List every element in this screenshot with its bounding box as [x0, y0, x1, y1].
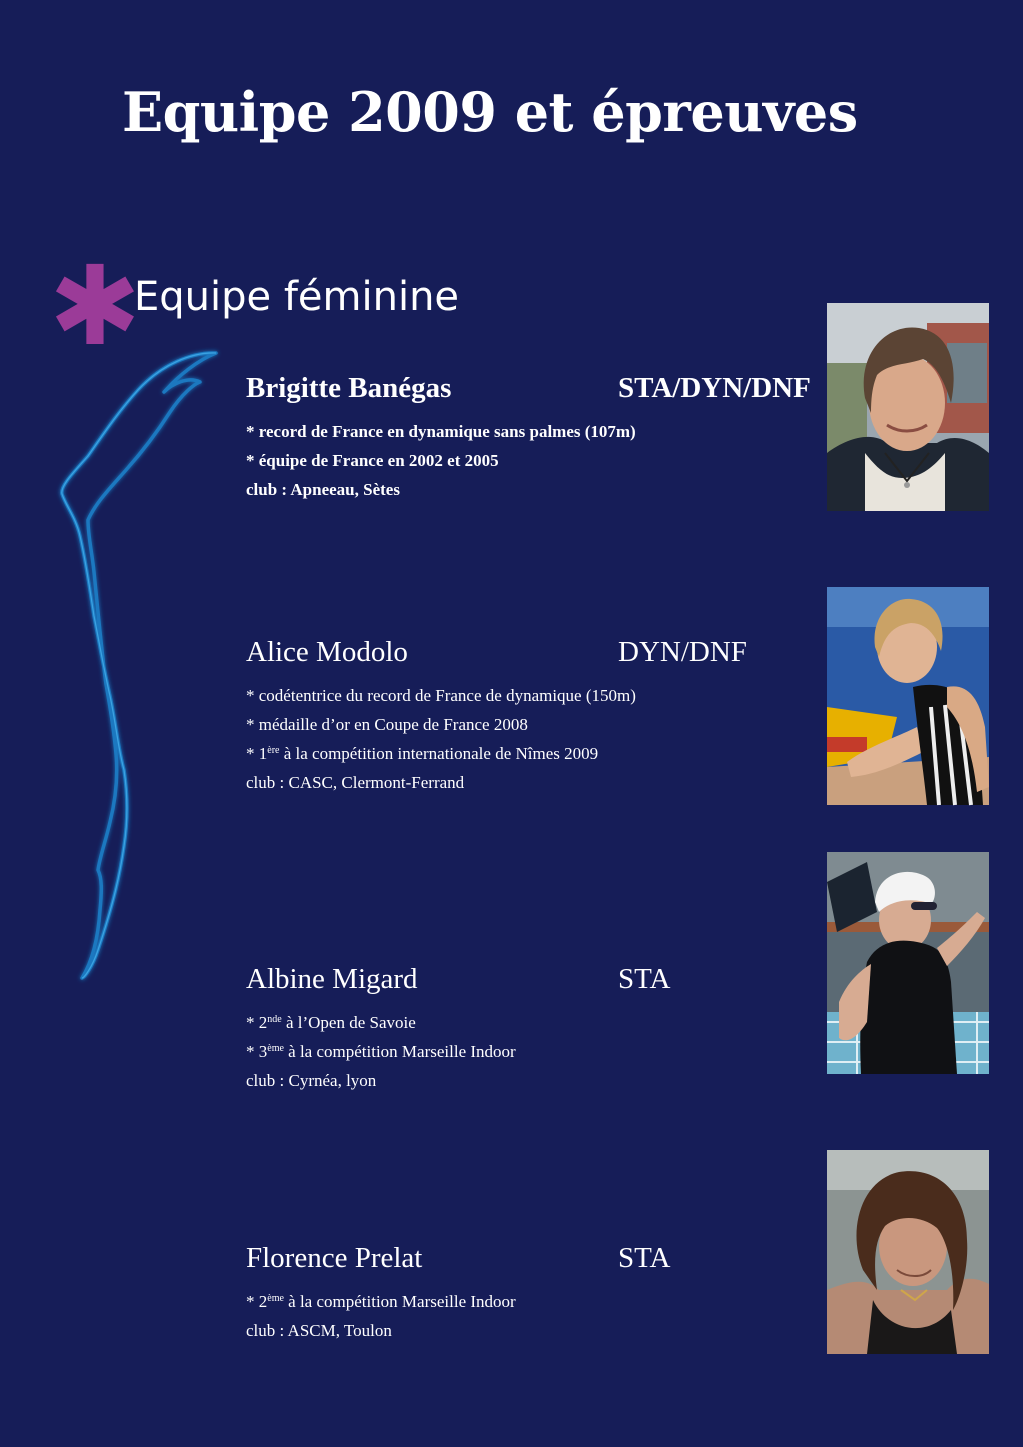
achievement-line: * médaille d’or en Coupe de France 2008: [246, 715, 528, 734]
section-title: Equipe féminine: [134, 274, 460, 320]
athlete-entry-banegas: [246, 372, 826, 504]
club-line: club : ASCM, Toulon: [246, 1321, 392, 1340]
athlete-name: Albine Migard: [246, 963, 418, 995]
club-line: club : Cyrnéa, lyon: [246, 1071, 377, 1090]
athlete-photo-banegas: [827, 303, 989, 511]
achievement-line: * 3ème à la compétition Marseille Indoor: [246, 1042, 516, 1061]
achievement-line: * record de France en dynamique sans palmes (107m): [246, 422, 636, 441]
athlete-events: DYN/DNF: [618, 636, 747, 668]
section-heading: [48, 242, 460, 370]
asterisk-bullet-icon: ✱: [48, 242, 142, 370]
athlete-entry-migard: [246, 963, 826, 1095]
athlete-photo-migard: [827, 852, 989, 1074]
athlete-events: STA: [618, 963, 671, 995]
club-line: club : CASC, Clermont-Ferrand: [246, 773, 465, 792]
athlete-achievements: [246, 681, 826, 797]
athlete-photo-modolo: [827, 587, 989, 805]
athlete-name: Alice Modolo: [246, 636, 408, 668]
athlete-achievements: [246, 1287, 826, 1345]
athlete-events: STA/DYN/DNF: [618, 372, 811, 404]
page-title: Equipe 2009 et épreuves: [122, 80, 858, 144]
athlete-photo-prelat: [827, 1150, 989, 1354]
athlete-achievements: [246, 1008, 826, 1095]
athlete-entry-modolo: [246, 636, 826, 797]
club-line: club : Apneeau, Sètes: [246, 480, 400, 499]
athlete-achievements: [246, 417, 826, 504]
athlete-name: Florence Prelat: [246, 1242, 423, 1274]
achievement-line: * codétentrice du record de France de dynamique (150m): [246, 686, 636, 705]
diver-outline-icon: [52, 350, 222, 985]
athlete-name: Brigitte Banégas: [246, 372, 452, 404]
athlete-entry-prelat: [246, 1242, 826, 1345]
achievement-line: * équipe de France en 2002 et 2005: [246, 451, 499, 470]
athlete-events: STA: [618, 1242, 671, 1274]
achievement-line: * 2ème à la compétition Marseille Indoor: [246, 1292, 516, 1311]
achievement-line: * 2nde à l’Open de Savoie: [246, 1013, 416, 1032]
achievement-line: * 1ère à la compétition internationale de Nîmes 2009: [246, 744, 599, 763]
